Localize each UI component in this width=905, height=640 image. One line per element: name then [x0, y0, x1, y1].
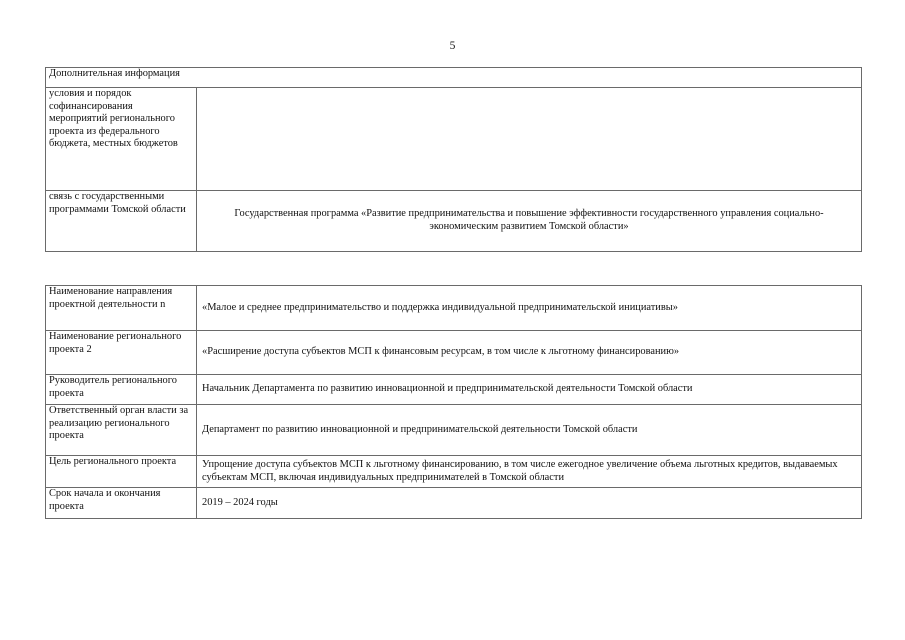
responsible-body-label: Ответственный орган власти за реализацию регионального проекта [46, 405, 197, 456]
project-head-label: Руководитель регионального проекта [46, 375, 197, 405]
project-period-value: 2019 – 2024 годы [197, 488, 862, 519]
state-programs-label: связь с государственными программами Томской области [46, 191, 197, 252]
project-name-value: «Расширение доступа субъектов МСП к финансовым ресурсам, в том числе к льготному финансированию» [197, 331, 862, 375]
direction-name-value: «Малое и среднее предпринимательство и поддержка индивидуальной предпринимательской инициативы» [197, 286, 862, 331]
additional-info-header: Дополнительная информация [46, 68, 862, 88]
project-goal-label: Цель регионального проекта [46, 456, 197, 488]
state-programs-value: Государственная программа «Развитие предпринимательства и повышение эффективности государственного управления социально-экономическим развитием Томской области» [197, 191, 862, 252]
project-goal-value: Упрощение доступа субъектов МСП к льготному финансированию, в том числе ежегодное увеличение объема льготных кредитов, выдаваемых субъектам МСП, включая индивидуальных предпринимателей в Томской области [197, 456, 862, 488]
project-passport-table [45, 285, 862, 519]
project-period-label: Срок начала и окончания проекта [46, 488, 197, 519]
direction-name-label: Наименование направления проектной деятельности n [46, 286, 197, 331]
cofinancing-label: условия и порядок софинансирования мероприятий регионального проекта из федерального бюджета, местных бюджетов [46, 88, 197, 191]
page-number: 5 [449, 40, 456, 52]
additional-info-table [45, 67, 862, 252]
responsible-body-value: Департамент по развитию инновационной и предпринимательской деятельности Томской области [197, 405, 862, 456]
project-name-label: Наименование регионального проекта 2 [46, 331, 197, 375]
cofinancing-value [197, 88, 862, 191]
project-head-value: Начальник Департамента по развитию инновационной и предпринимательской деятельности Томской области [197, 375, 862, 405]
